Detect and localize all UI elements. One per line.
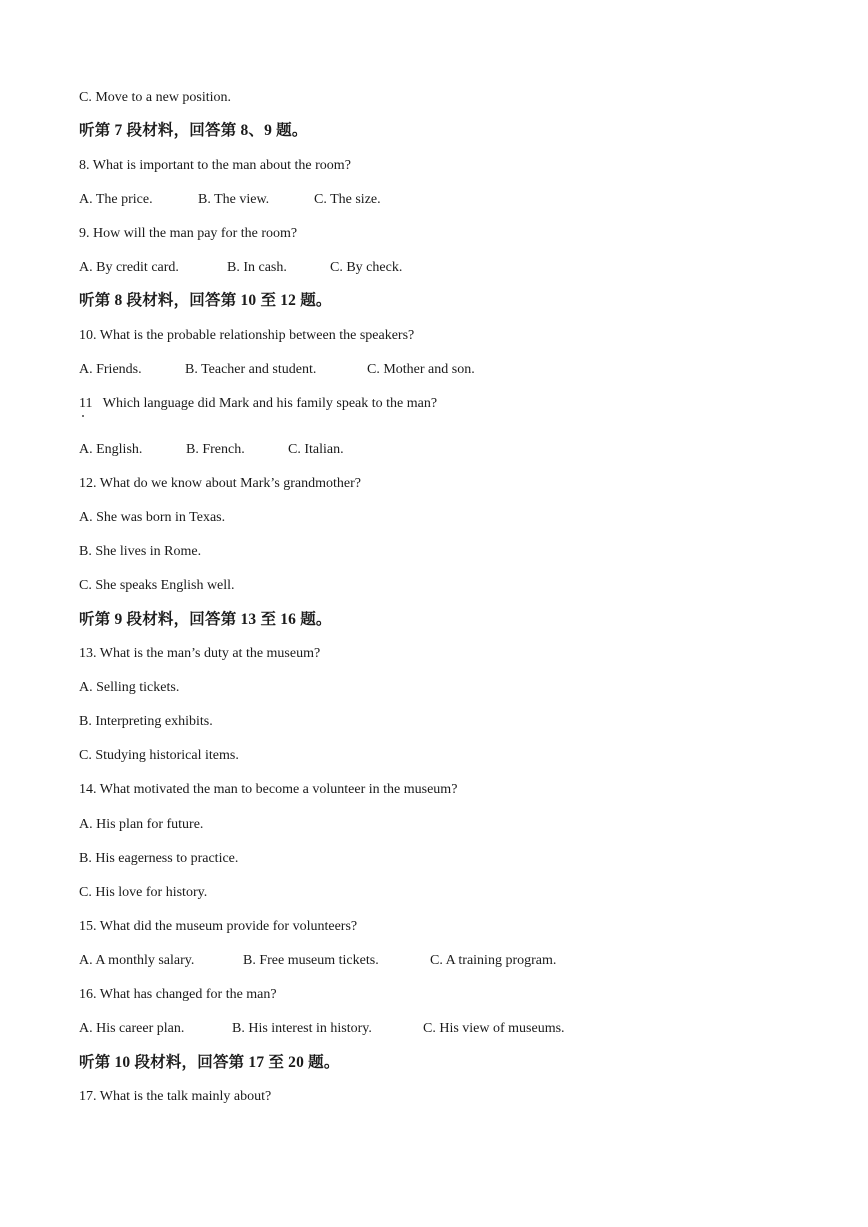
options-row-8 xyxy=(79,191,381,209)
option-b: B. In cash. xyxy=(227,260,287,275)
option-line: B. She lives in Rome. xyxy=(79,544,202,559)
question-15: 15. What did the museum provide for volunteers? xyxy=(79,919,358,934)
option-line: B. Interpreting exhibits. xyxy=(79,714,213,729)
question-16: 16. What has changed for the man? xyxy=(79,987,277,1002)
section-heading: 听第 7 段材料，回答第 8、9 题。 xyxy=(79,122,308,139)
option-b: B. Teacher and student. xyxy=(185,362,317,377)
question-17: 17. What is the talk mainly about? xyxy=(79,1089,272,1104)
option-a: A. A monthly salary. xyxy=(79,953,195,968)
question-9: 9. How will the man pay for the room? xyxy=(79,226,298,241)
option-line: A. She was born in Texas. xyxy=(79,510,226,525)
option-line: C. Studying historical items. xyxy=(79,748,239,763)
section-heading: 听第 9 段材料，回答第 13 至 16 题。 xyxy=(79,611,332,628)
question-14: 14. What motivated the man to become a volunteer in the museum? xyxy=(79,782,458,797)
question-12: 12. What do we know about Mark’s grandmother? xyxy=(79,476,362,491)
option-line: C. She speaks English well. xyxy=(79,578,235,593)
question-13: 13. What is the man’s duty at the museum? xyxy=(79,646,321,661)
question-11: 11 Which language did Mark and his family speak to the man? xyxy=(79,396,438,411)
option-c: C. Mother and son. xyxy=(367,362,475,377)
section-heading: 听第 10 段材料，回答第 17 至 20 题。 xyxy=(79,1054,340,1071)
option-line: C. His love for history. xyxy=(79,885,208,900)
option-a: A. By credit card. xyxy=(79,260,179,275)
question-10: 10. What is the probable relationship between the speakers? xyxy=(79,328,415,343)
options-row-10 xyxy=(79,361,475,379)
options-row-15 xyxy=(79,952,556,970)
option-c: C. A training program. xyxy=(430,953,557,968)
option-c: C. Italian. xyxy=(288,442,344,457)
question-8: 8. What is important to the man about the room? xyxy=(79,158,351,173)
option-line: B. His eagerness to practice. xyxy=(79,851,239,866)
options-row-11 xyxy=(79,441,344,459)
option-a: A. His career plan. xyxy=(79,1021,185,1036)
section-heading: 听第 8 段材料，回答第 10 至 12 题。 xyxy=(79,292,332,309)
option-c: C. By check. xyxy=(330,260,403,275)
option-b: B. His interest in history. xyxy=(232,1021,372,1036)
option-b: B. French. xyxy=(186,442,245,457)
option-line: A. His plan for future. xyxy=(79,817,204,832)
option-a: A. Friends. xyxy=(79,362,142,377)
option-b: B. Free museum tickets. xyxy=(243,953,379,968)
option-a: A. English. xyxy=(79,442,143,457)
option-b: B. The view. xyxy=(198,192,270,207)
option-line: C. Move to a new position. xyxy=(79,90,232,105)
option-a: A. The price. xyxy=(79,192,153,207)
option-c: C. The size. xyxy=(314,192,381,207)
options-row-16 xyxy=(79,1020,565,1038)
option-line: A. Selling tickets. xyxy=(79,680,180,695)
stray-dot xyxy=(82,415,84,417)
options-row-9 xyxy=(79,259,402,277)
option-c: C. His view of museums. xyxy=(423,1021,565,1036)
